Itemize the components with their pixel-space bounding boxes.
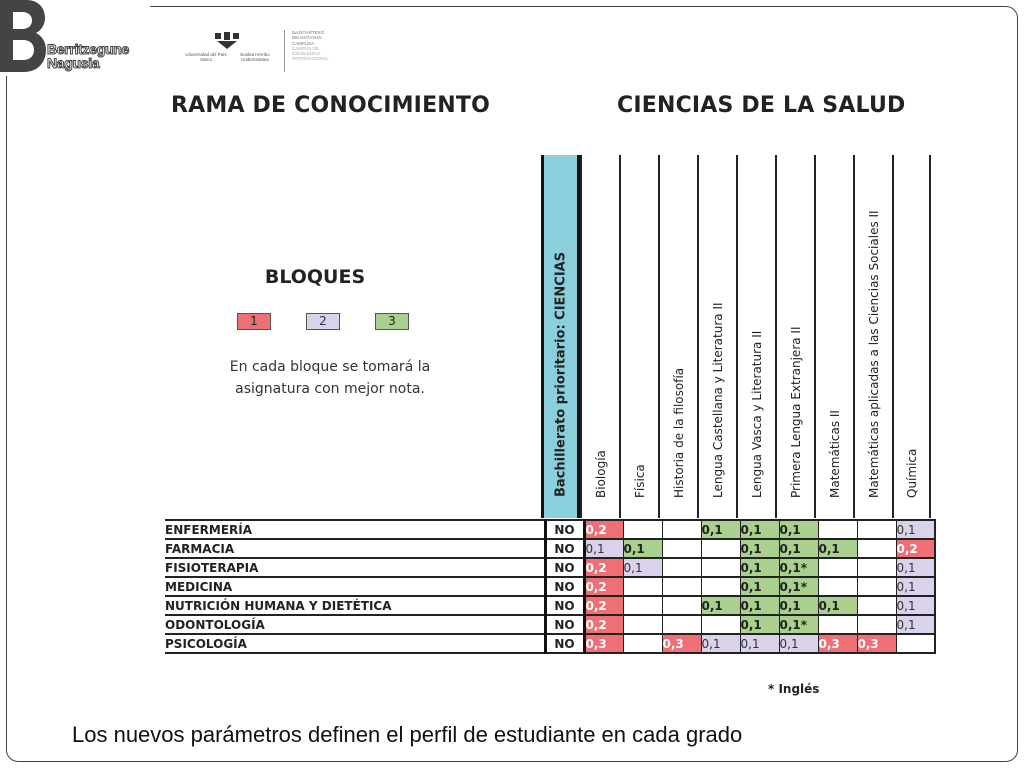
weight-cell — [857, 539, 896, 558]
weight-cell: 0,1 — [779, 539, 818, 558]
weight-cell: 0,1 — [701, 596, 740, 615]
weight-cell: 0,1 — [779, 520, 818, 539]
weight-cell: 0,2 — [584, 615, 623, 634]
block-3-swatch: 3 — [375, 313, 409, 330]
weight-cell — [857, 520, 896, 539]
priority-cell: NO — [545, 615, 584, 634]
weights-table — [165, 519, 936, 654]
weight-cell: 0,1 — [623, 539, 662, 558]
weight-cell — [857, 558, 896, 577]
weight-cell: 0,2 — [584, 558, 623, 577]
weight-cell: 0,1 — [623, 558, 662, 577]
column-header-subject — [892, 155, 931, 518]
weight-cell — [662, 558, 701, 577]
logo-divider — [284, 30, 285, 72]
degree-name: ODONTOLOGÍA — [165, 615, 545, 634]
weight-cell — [623, 596, 662, 615]
logo-b-icon — [0, 0, 46, 72]
weight-cell: 0,1 — [896, 520, 935, 539]
weight-cell — [662, 596, 701, 615]
weight-cell: 0,1 — [740, 558, 779, 577]
column-header-label: Matemáticas II — [827, 410, 842, 498]
weights-table-body — [165, 520, 935, 653]
weight-cell: 0,1 — [740, 520, 779, 539]
priority-cell: NO — [545, 558, 584, 577]
weight-cell — [818, 558, 857, 577]
logo-line2: Nagusia — [47, 55, 100, 71]
weight-cell: 0,1 — [896, 596, 935, 615]
column-header-subject — [697, 155, 736, 518]
block-2-swatch: 2 — [306, 313, 340, 330]
column-header-label: Primera Lengua Extranjera II — [788, 326, 803, 498]
university-name-es: Universidad del País Vasco — [185, 52, 227, 62]
weight-cell: 0,1 — [740, 596, 779, 615]
university-emblem-icon — [213, 32, 241, 50]
logo-wordmark — [47, 42, 129, 70]
table-row — [165, 577, 935, 596]
column-header-label: Matemáticas aplicadas a las Ciencias Sociales II — [866, 210, 881, 498]
degree-name: MEDICINA — [165, 577, 545, 596]
weight-cell — [818, 615, 857, 634]
column-header-subject — [580, 155, 619, 518]
column-header-subject — [619, 155, 658, 518]
degree-name: FISIOTERAPIA — [165, 558, 545, 577]
university-name-eu: Euskal Herriko Unibertsitatea — [240, 52, 270, 62]
weight-cell: 0,1 — [740, 615, 779, 634]
weight-cell: 0,2 — [584, 520, 623, 539]
weight-cell: 0,1 — [740, 577, 779, 596]
weight-cell — [701, 558, 740, 577]
footnote: * Inglés — [768, 682, 820, 696]
weight-cell: 0,1* — [779, 577, 818, 596]
weight-cell: 0,3 — [857, 634, 896, 653]
weight-cell — [701, 577, 740, 596]
bloques-note: En cada bloque se tomará la asignatura con mejor nota. — [229, 359, 431, 397]
column-header-subject — [775, 155, 814, 518]
weight-cell: 0,1 — [896, 558, 935, 577]
branch-title: RAMA DE CONOCIMIENTO — [171, 93, 491, 118]
weight-cell — [623, 615, 662, 634]
weight-cell — [857, 615, 896, 634]
column-header-subject — [736, 155, 775, 518]
slide-caption: Los nuevos parámetros definen el perfil de estudiante en cada grado — [72, 722, 743, 747]
weight-cell — [701, 615, 740, 634]
table-row — [165, 634, 935, 653]
weight-cell: 0,1 — [584, 539, 623, 558]
column-header-label: Biología — [593, 450, 608, 498]
table-row — [165, 615, 935, 634]
weight-cell: 0,1 — [740, 539, 779, 558]
degree-name: PSICOLOGÍA — [165, 634, 545, 653]
area-title: CIENCIAS DE LA SALUD — [617, 93, 906, 118]
weight-cell — [623, 520, 662, 539]
table-row — [165, 596, 935, 615]
weight-cell: 0,1 — [896, 615, 935, 634]
column-header-priority — [541, 155, 580, 518]
campus-es: CAMPUS DE EXCELENCIA INTERNACIONAL — [292, 45, 329, 62]
column-header-label: Química — [904, 448, 919, 498]
column-header-subject — [814, 155, 853, 518]
weight-cell: 0,1 — [701, 634, 740, 653]
table-row — [165, 558, 935, 577]
weight-cell: 0,3 — [584, 634, 623, 653]
priority-cell: NO — [545, 539, 584, 558]
weight-cell: 0,2 — [584, 596, 623, 615]
university-logo — [180, 30, 340, 74]
weight-cell — [623, 634, 662, 653]
column-header-label: Lengua Castellana y Literatura II — [710, 302, 725, 498]
weight-cell: 0,1 — [740, 634, 779, 653]
block-1-swatch: 1 — [237, 313, 271, 330]
weight-cell — [701, 539, 740, 558]
priority-cell: NO — [545, 596, 584, 615]
column-header-label: Física — [632, 464, 647, 498]
column-header-priority-label: Bachillerato prioritario: CIENCIAS — [553, 251, 568, 497]
column-header-subject — [658, 155, 697, 518]
degree-name: NUTRICIÓN HUMANA Y DIETÉTICA — [165, 596, 545, 615]
weight-cell — [623, 577, 662, 596]
weight-cell: 0,1 — [818, 539, 857, 558]
priority-cell: NO — [545, 634, 584, 653]
column-header-label: Lengua Vasca y Literatura II — [749, 330, 764, 498]
weight-cell: 0,2 — [896, 539, 935, 558]
priority-cell: NO — [545, 577, 584, 596]
campus-label — [292, 30, 340, 62]
table-row — [165, 520, 935, 539]
priority-cell: NO — [545, 520, 584, 539]
weight-cell: 0,1* — [779, 558, 818, 577]
weight-cell: 0,1 — [896, 577, 935, 596]
degree-name: ENFERMERÍA — [165, 520, 545, 539]
table-row — [165, 539, 935, 558]
weight-cell — [662, 615, 701, 634]
weight-cell — [857, 596, 896, 615]
weight-cell: 0,1* — [779, 615, 818, 634]
column-header-subject — [853, 155, 892, 518]
weight-cell — [818, 577, 857, 596]
weight-cell — [662, 539, 701, 558]
weight-cell: 0,3 — [818, 634, 857, 653]
berritzegune-logo — [0, 0, 150, 76]
weight-cell: 0,1 — [779, 634, 818, 653]
weight-cell — [857, 577, 896, 596]
weight-cell: 0,1 — [779, 596, 818, 615]
weight-cell: 0,2 — [584, 577, 623, 596]
weight-cell: 0,3 — [662, 634, 701, 653]
logo-line1: Berritzegune — [47, 41, 129, 57]
weight-cell: 0,1 — [818, 596, 857, 615]
weight-cell: 0,1 — [701, 520, 740, 539]
weight-cell — [896, 634, 935, 653]
degree-name: FARMACIA — [165, 539, 545, 558]
bloques-title: BLOQUES — [264, 266, 366, 288]
campus-eu: NAZIOARTEKO BIKAINTASUN CAMPUSA — [292, 30, 325, 46]
weight-cell — [662, 520, 701, 539]
column-header-label: Historia de la filosofía — [671, 367, 686, 498]
weight-cell — [818, 520, 857, 539]
weight-cell — [662, 577, 701, 596]
